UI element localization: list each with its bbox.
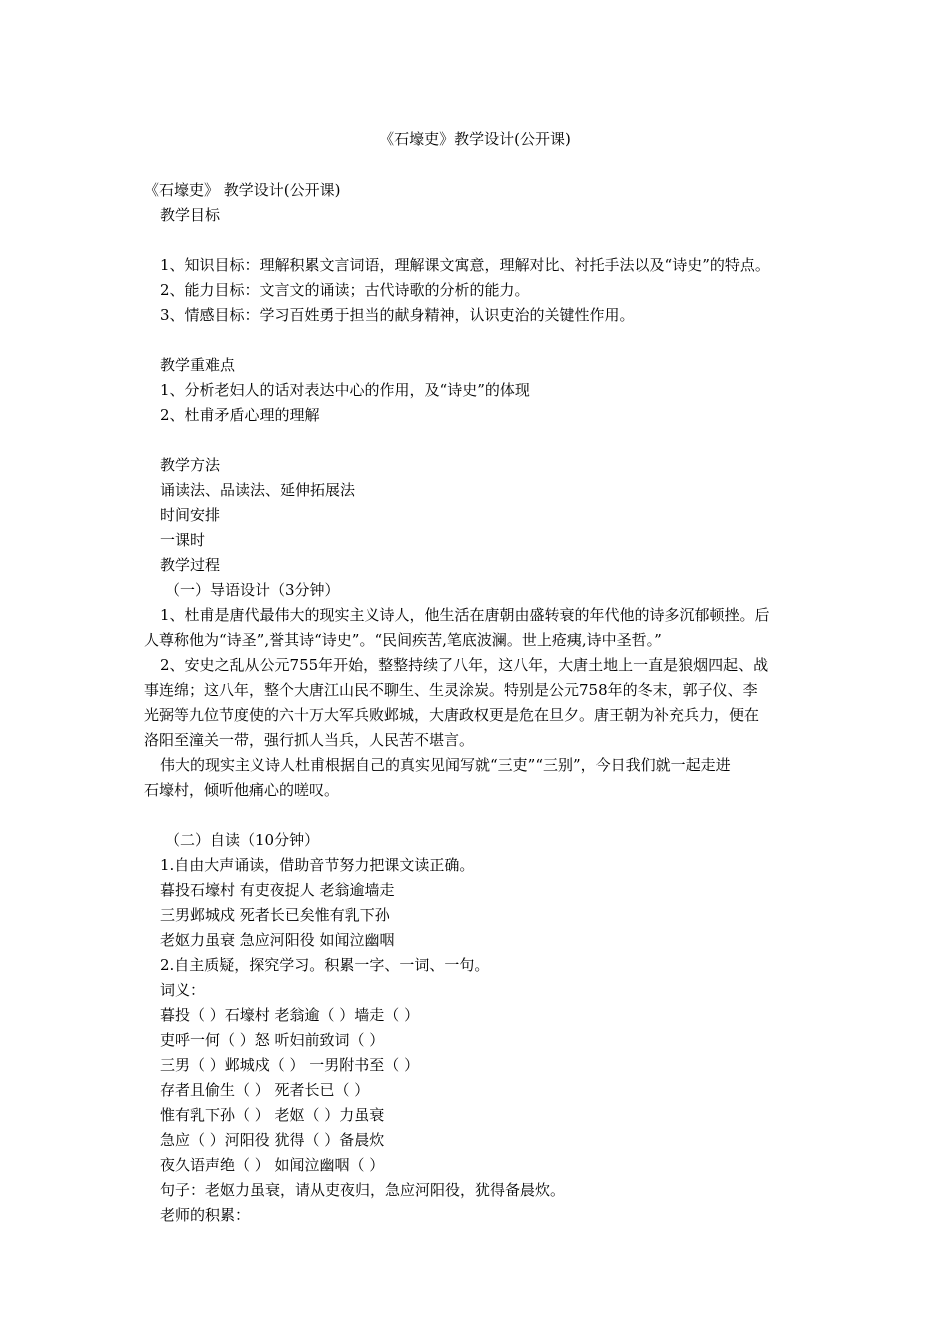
doc-line: 2、安史之乱从公元755年开始，整整持续了八年，这八年，大唐土地上一直是狼烟四起、战 <box>160 656 769 674</box>
exercise-line: 存者且偷生（ ） 死者长已（ ） <box>160 1081 370 1099</box>
doc-line: 1、杜甫是唐代最伟大的现实主义诗人，他生活在唐朝由盛转衰的年代他的诗多沉郁顿挫。后 <box>160 606 770 624</box>
poem-line: 三男邺城戍 死者长已矣惟有乳下孙 <box>160 906 390 924</box>
doc-line: 1.自由大声诵读，借助音节努力把课文读正确。 <box>160 856 475 874</box>
doc-heading: 教学过程 <box>160 556 221 574</box>
doc-subheading: （一）导语设计（3分钟） <box>165 581 340 599</box>
exercise-line: 三男（ ）邺城戍（ ） 一男附书至（ ） <box>160 1056 420 1074</box>
doc-line: 洛阳至潼关一带，强行抓人当兵，人民苦不堪言。 <box>144 731 475 749</box>
blank-line <box>144 328 824 353</box>
doc-heading: 教学目标 <box>160 206 221 224</box>
exercise-line: 暮投（ ）石壕村 老翁逾（ ）墙走（ ） <box>160 1006 420 1024</box>
doc-line: 2、杜甫矛盾心理的理解 <box>160 406 320 424</box>
blank-line <box>144 228 824 253</box>
document-title: 《石壕吏》教学设计(公开课) <box>379 130 571 148</box>
doc-line: 2.自主质疑，探究学习。积累一字、一词、一句。 <box>160 956 490 974</box>
exercise-line: 吏呼一何（ ）怒 听妇前致词（ ） <box>160 1031 385 1049</box>
exercise-line: 惟有乳下孙（ ） 老妪（ ）力虽衰 <box>160 1106 385 1124</box>
exercise-line: 急应（ ）河阳役 犹得（ ）备晨炊 <box>160 1131 385 1149</box>
poem-line: 老妪力虽衰 急应河阳役 如闻泣幽咽 <box>160 931 395 949</box>
doc-line: 3、情感目标：学习百姓勇于担当的献身精神，认识吏治的关键性作用。 <box>160 306 635 324</box>
blank-line <box>144 803 824 828</box>
document-body <box>144 178 824 1228</box>
doc-line: 光弼等九位节度使的六十万大军兵败邺城，大唐政权更是危在旦夕。唐王朝为补充兵力，便在 <box>144 706 760 724</box>
doc-line: 诵读法、品读法、延伸拓展法 <box>160 481 356 499</box>
doc-line: 句子：老妪力虽衰，请从吏夜归，急应河阳役，犹得备晨炊。 <box>160 1181 566 1199</box>
doc-line: 1、知识目标：理解积累文言词语，理解课文寓意，理解对比、衬托手法以及“诗史”的特点。 <box>160 256 770 274</box>
doc-line: 石壕村，倾听他痛心的嗟叹。 <box>144 781 340 799</box>
doc-heading: 教学方法 <box>160 456 221 474</box>
doc-line: 2、能力目标：文言文的诵读；古代诗歌的分析的能力。 <box>160 281 530 299</box>
doc-line: 《石壕吏》 教学设计(公开课) <box>144 181 341 199</box>
doc-subheading: （二）自读（10分钟） <box>165 831 320 849</box>
doc-line: 词义： <box>160 981 206 999</box>
doc-line: 人尊称他为“诗圣”,誉其诗“诗史”。“民间疾苦,笔底波澜。世上疮痍,诗中圣哲。” <box>144 631 662 649</box>
doc-heading: 教学重难点 <box>160 356 236 374</box>
doc-line: 一课时 <box>160 531 206 549</box>
blank-line <box>144 428 824 453</box>
doc-line: 老师的积累： <box>160 1206 251 1224</box>
exercise-line: 夜久语声绝（ ） 如闻泣幽咽（ ） <box>160 1156 385 1174</box>
doc-line: 事连绵；这八年，整个大唐江山民不聊生、生灵涂炭。特别是公元758年的冬末，郭子仪、李 <box>144 681 758 699</box>
doc-heading: 时间安排 <box>160 506 221 524</box>
poem-line: 暮投石壕村 有吏夜捉人 老翁逾墙走 <box>160 881 395 899</box>
doc-line: 1、分析老妇人的话对表达中心的作用，及“诗史”的体现 <box>160 381 530 399</box>
doc-line: 伟大的现实主义诗人杜甫根据自己的真实见闻写就“三吏”“三别”，今日我们就一起走进 <box>160 756 731 774</box>
